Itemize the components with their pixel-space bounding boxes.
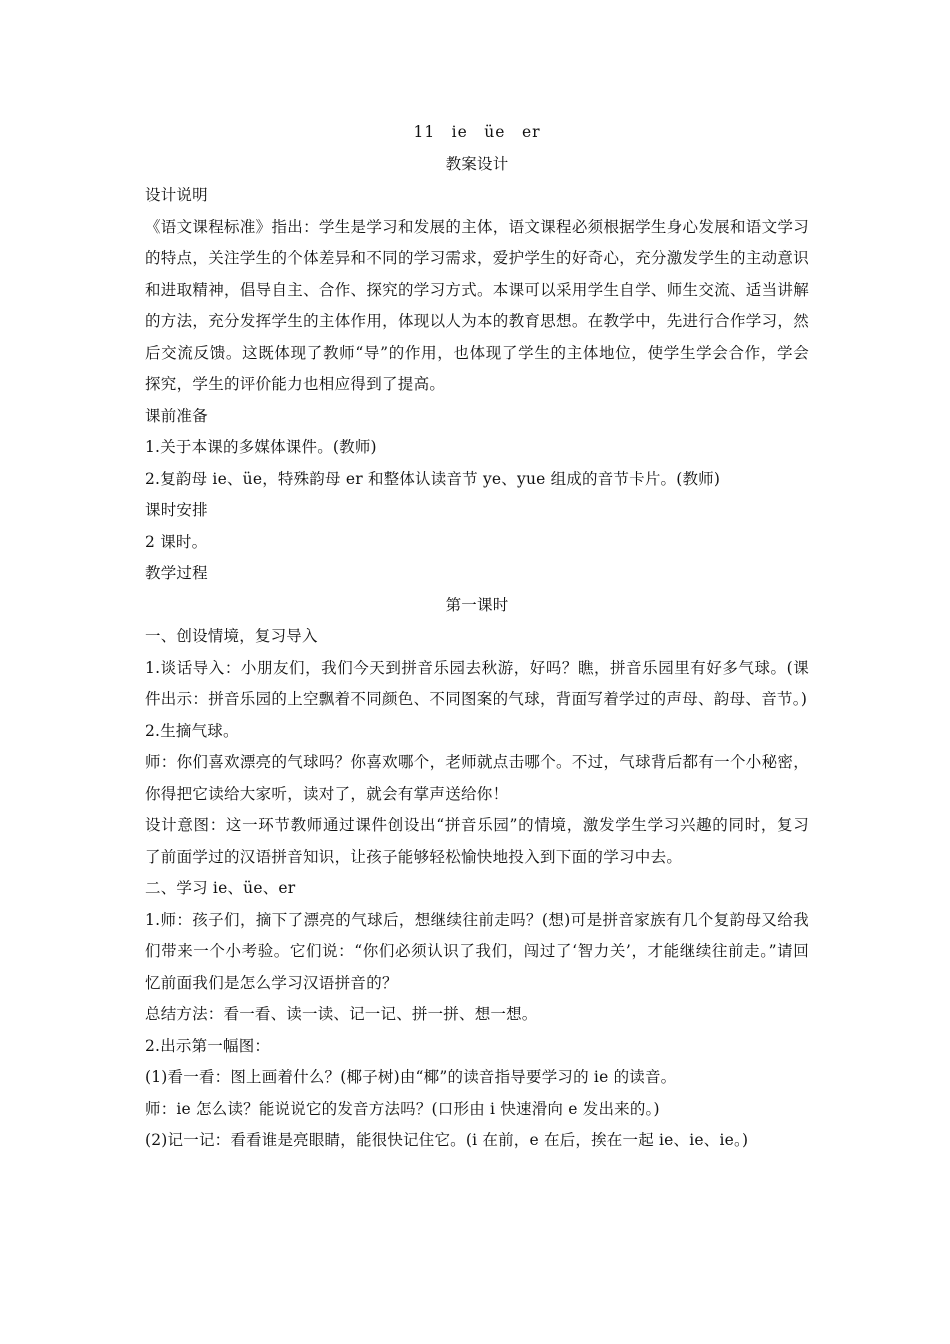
teacher-line: 师：ie 怎么读？能说说它的发音方法吗？(口形由 i 快速滑向 e 发出来的。) (145, 1099, 660, 1118)
step-item: (1)看一看：图上画着什么？(椰子树)由“椰”的读音指导要学习的 ie 的读音。 (145, 1068, 677, 1086)
teacher-line: 师：你们喜欢漂亮的气球吗？你喜欢哪个，老师就点击哪个。不过，气球背后都有一个小秘密，你得把它读给大家听，读对了，就会有掌声送给你！ (145, 753, 809, 803)
prep-heading: 课前准备 (145, 406, 208, 425)
document-page (145, 122, 809, 1162)
schedule-text: 2 课时。 (145, 532, 208, 551)
section-two-item: 1.师：孩子们，摘下了漂亮的气球后，想继续往前走吗？(想)可是拼音家族有几个复韵母又给我们带来一个小考验。它们说：“你们必须认识了我们，闯过了‘智力关’，才能继续往前走。”请回忆前面我们是怎么学习汉语拼音的？ (145, 910, 809, 992)
process-heading: 教学过程 (145, 564, 208, 582)
schedule-heading: 课时安排 (145, 501, 208, 519)
lesson-one-heading: 第一课时 (445, 595, 509, 614)
lesson-subtitle: 教案设计 (445, 154, 509, 173)
prep-item: 1.关于本课的多媒体课件。(教师) (145, 438, 377, 456)
lesson-title: 11 ie üe er (413, 123, 541, 141)
section-two-item: 2.出示第一幅图： (145, 1036, 271, 1055)
design-note-paragraph: 《语文课程标准》指出：学生是学习和发展的主体，语文课程必须根据学生身心发展和语文学习的特点，关注学生的个体差异和不同的学习需求，爱护学生的好奇心，充分激发学生的主动意识和进取精神，倡导自主、合作、探究的学习方式。本课可以采用学生自学、师生交流、适当讲解的方法，充分发挥学生的主体作用，体现以人为本的教育思想。在教学中，先进行合作学习，然后交流反馈。这既体现了教师“导”的作用，也体现了学生的主体地位，使学生学会合作，学会探究，学生的评价能力也相应得到了提高。 (145, 217, 809, 393)
section-one-item: 1.谈话导入：小朋友们，我们今天到拼音乐园去秋游，好吗？瞧，拼音乐园里有好多气球。(课件出示：拼音乐园的上空飘着不同颜色、不同图案的气球，背面写着学过的声母、韵母、音节。) (145, 658, 809, 708)
section-two-heading: 二、学习 ie、üe、er (145, 879, 296, 897)
section-one-heading: 一、创设情境，复习导入 (145, 627, 318, 645)
step-item: (2)记一记：看看谁是亮眼睛，能很快记住它。(i 在前，e 在后，挨在一起 ie、ie、ie。) (145, 1131, 749, 1149)
section-one-item: 2.生摘气球。 (145, 721, 239, 740)
summary-method: 总结方法：看一看、读一读、记一记、拼一拼、想一想。 (145, 1005, 538, 1023)
design-note-heading: 设计说明 (145, 186, 208, 204)
prep-item: 2.复韵母 ie、üe，特殊韵母 er 和整体认读音节 ye、yue 组成的音节卡片。(教师) (145, 469, 721, 488)
design-intent: 设计意图：这一环节教师通过课件创设出“拼音乐园”的情境，激发学生学习兴趣的同时，复习了前面学过的汉语拼音知识，让孩子能够轻松愉快地投入到下面的学习中去。 (145, 816, 809, 866)
